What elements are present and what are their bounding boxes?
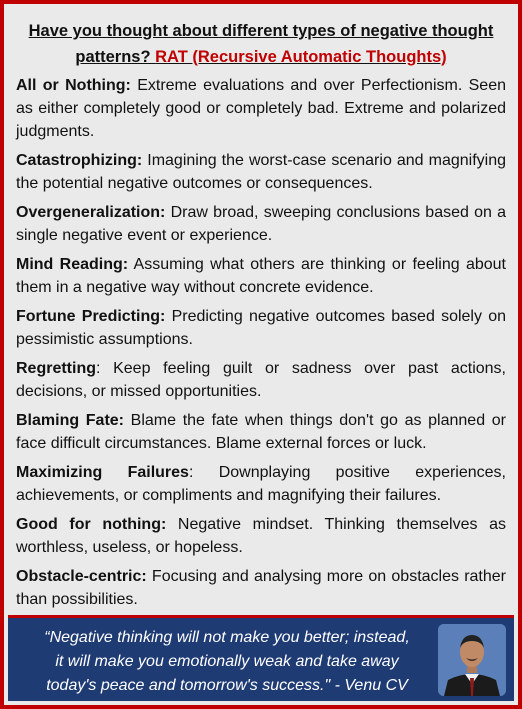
item-term: Mind Reading: bbox=[16, 256, 129, 273]
item-text: Assuming what others are thinking or feeling about them in a negative way without concrete evidence. bbox=[16, 256, 506, 296]
item-text: Predicting negative outcomes based solely on pessimistic assumptions. bbox=[16, 308, 506, 348]
item-text: : Keep feeling guilt or sadness over past actions, decisions, or missed opportunities. bbox=[16, 360, 506, 400]
quote-line-2: it will make you emotionally weak and take away bbox=[55, 653, 399, 670]
list-item bbox=[16, 565, 506, 611]
item-term: Regretting bbox=[16, 360, 96, 377]
item-term: Obstacle-centric: bbox=[16, 568, 147, 585]
author-portrait-icon bbox=[438, 624, 506, 696]
quote-line-1: “Negative thinking will not make you better; instead, bbox=[44, 629, 410, 646]
list-item bbox=[16, 357, 506, 403]
page-title bbox=[10, 18, 512, 70]
item-text: Negative mindset. Thinking themselves as worthless, useless, or hopeless. bbox=[16, 516, 506, 556]
thought-pattern-list bbox=[16, 74, 506, 617]
item-text: Focusing and analysing more on obstacles rather than possibilities. bbox=[16, 568, 506, 608]
list-item bbox=[16, 461, 506, 507]
item-text: : Downplaying positive experiences, achievements, or compliments and magnifying their failures. bbox=[16, 464, 506, 504]
item-text: Extreme evaluations and over Perfectionism. Seen as either completely good or completely bad. Extreme and polarized judgments. bbox=[16, 77, 506, 140]
item-text: Blame the fate when things don't go as planned or face difficult circumstances. Blame external forces or luck. bbox=[16, 412, 506, 452]
item-term: Blaming Fate: bbox=[16, 412, 125, 429]
item-term: Maximizing Failures bbox=[16, 464, 189, 481]
list-item bbox=[16, 409, 506, 455]
item-term: Catastrophizing: bbox=[16, 152, 143, 169]
quote-banner bbox=[8, 615, 514, 701]
item-text: Imagining the worst-case scenario and magnifying the potential negative outcomes or consequences. bbox=[16, 152, 506, 192]
title-line-2-prefix: patterns? bbox=[75, 48, 156, 66]
title-line-1: Have you thought about different types of negative thought bbox=[28, 22, 494, 40]
item-term: Overgeneralization: bbox=[16, 204, 166, 221]
list-item bbox=[16, 74, 506, 143]
item-term: All or Nothing: bbox=[16, 77, 131, 94]
list-item bbox=[16, 201, 506, 247]
quote-text bbox=[22, 626, 432, 698]
quote-line-3: today's peace and tomorrow's success." - Venu CV bbox=[46, 677, 408, 694]
author-photo bbox=[438, 624, 506, 696]
list-item bbox=[16, 305, 506, 351]
list-item bbox=[16, 513, 506, 559]
item-text: Draw broad, sweeping conclusions based on a single negative event or experience. bbox=[16, 204, 506, 244]
list-item bbox=[16, 253, 506, 299]
item-term: Good for nothing: bbox=[16, 516, 167, 533]
title-accent: RAT (Recursive Automatic Thoughts) bbox=[155, 48, 447, 66]
item-term: Fortune Predicting: bbox=[16, 308, 166, 325]
list-item bbox=[16, 149, 506, 195]
